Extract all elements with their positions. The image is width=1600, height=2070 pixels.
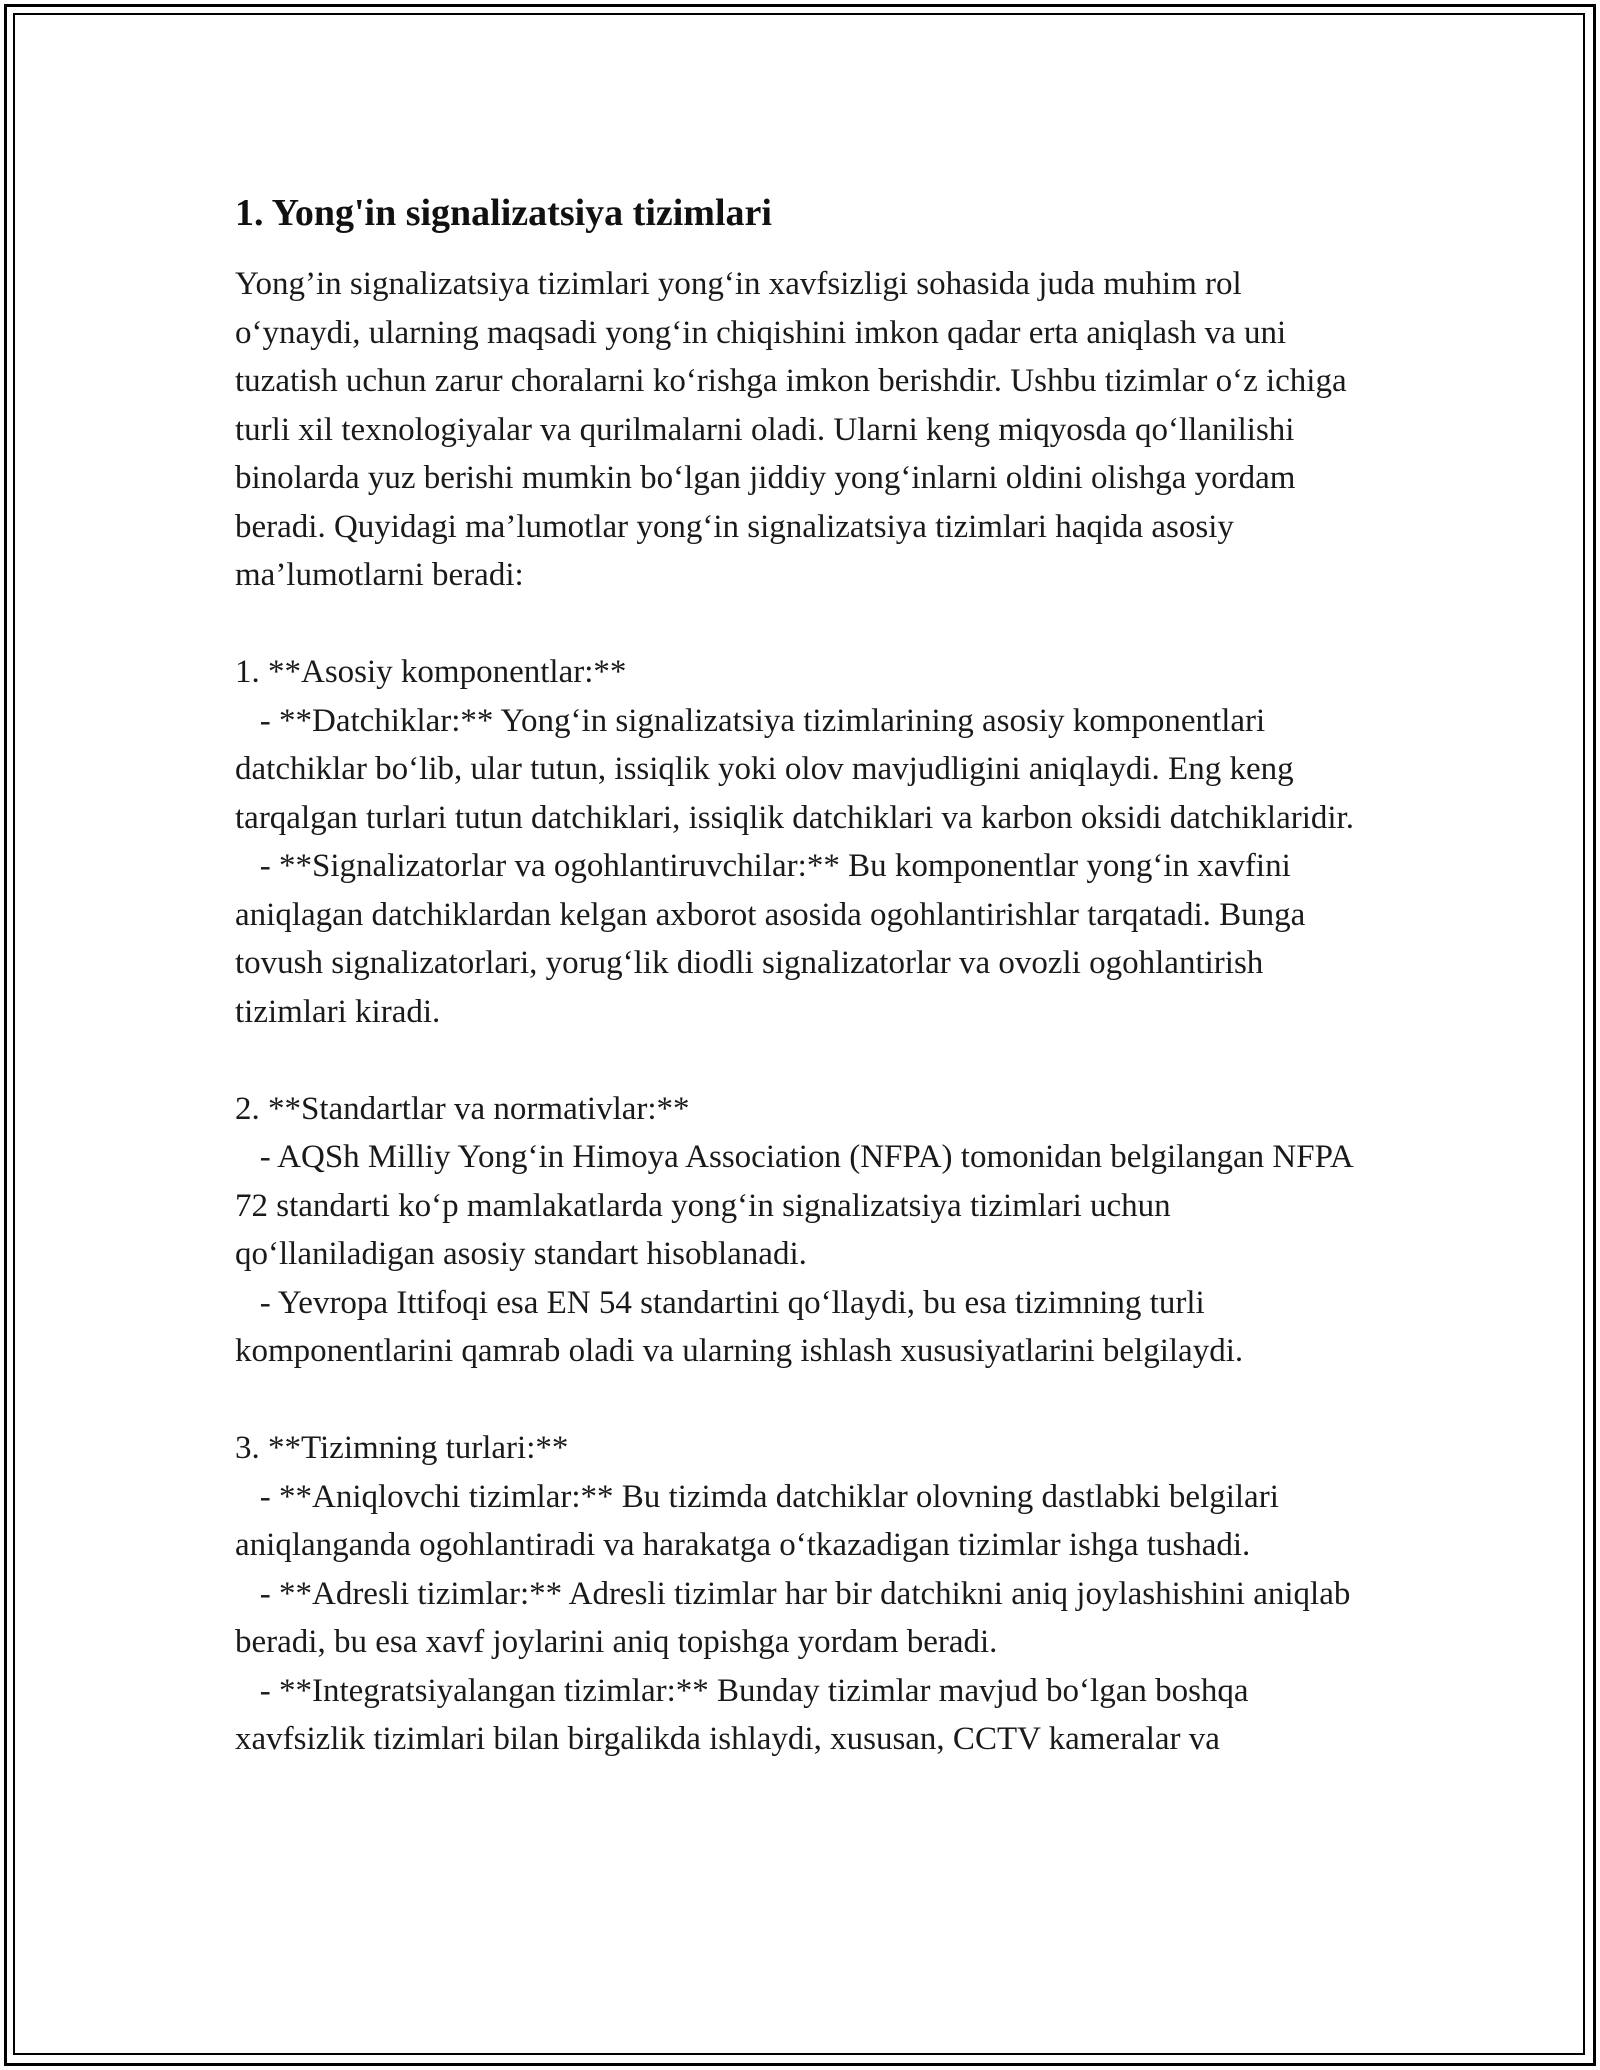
document-content — [235, 188, 1365, 1764]
section-body-text: Yong’in signalizatsiya tizimlari yong‘in xavfsizligi sohasida juda muhim rol o‘ynaydi, ularning maqsadi yong‘in chiqishini imkon qadar erta aniqlash va uni tuzatish uchun zarur choralarni ko‘rishga imkon berishdir. Ushbu tizimlar o‘z ichiga turli xil texnologiyalar va qurilmalarni oladi. Ularni keng miqyosda qo‘llanilishi binolarda yuz berishi mumkin bo‘lgan jiddiy yong‘inlarni oldini olishga yordam beradi. Quyidagi ma’lumotlar yong‘in signalizatsiya tizimlari haqida asosiy ma’lumotlarni beradi: 1. **Asosiy komponentlar:** - **Datchiklar:** Yong‘in signalizatsiya tizimlarining asosiy komponentlari datchiklar bo‘lib, ular tutun, issiqlik yoki olov mavjudligini aniqlaydi. Eng keng tarqalgan turlari tutun datchiklari, issiqlik datchiklari va karbon oksidi datchiklaridir. - **Signalizatorlar va ogohlantiruvchilar:** Bu komponentlar yong‘in xavfini aniqlagan datchiklardan kelgan axborot asosida ogohlantirishlar tarqatadi. Bunga tovush signalizatorlari, yorug‘lik diodli signalizatorlar va ovozli ogohlantirish tizimlari kiradi. 2. **Standartlar va normativlar:** - AQSh Milliy Yong‘in Himoya Association (NFPA) tomonidan belgilangan NFPA 72 standarti ko‘p mamlakatlarda yong‘in signalizatsiya tizimlari uchun qo‘llaniladigan asosiy standart hisoblanadi. - Yevropa Ittifoqi esa EN 54 standartini qo‘llaydi, bu esa tizimning turli komponentlarini qamrab oladi va ularning ishlash xususiyatlarini belgilaydi. 3. **Tizimning turlari:** - **Aniqlovchi tizimlar:** Bu tizimda datchiklar olovning dastlabki belgilari aniqlanganda ogohlantiradi va harakatga o‘tkazadigan tizimlar ishga tushadi. - **Adresli tizimlar:** Adresli tizimlar har bir datchikni aniq joylashishini aniqlab beradi, bu esa xavf joylarini aniq topishga yordam beradi. - **Integratsiyalangan tizimlar:** Bunday tizimlar mavjud bo‘lgan boshqa xavfsizlik tizimlari bilan birgalikda ishlaydi, xususan, CCTV kameralar va — [235, 266, 1354, 1757]
section-heading: 1. Yong'in signalizatsiya tizimlari — [235, 192, 772, 234]
